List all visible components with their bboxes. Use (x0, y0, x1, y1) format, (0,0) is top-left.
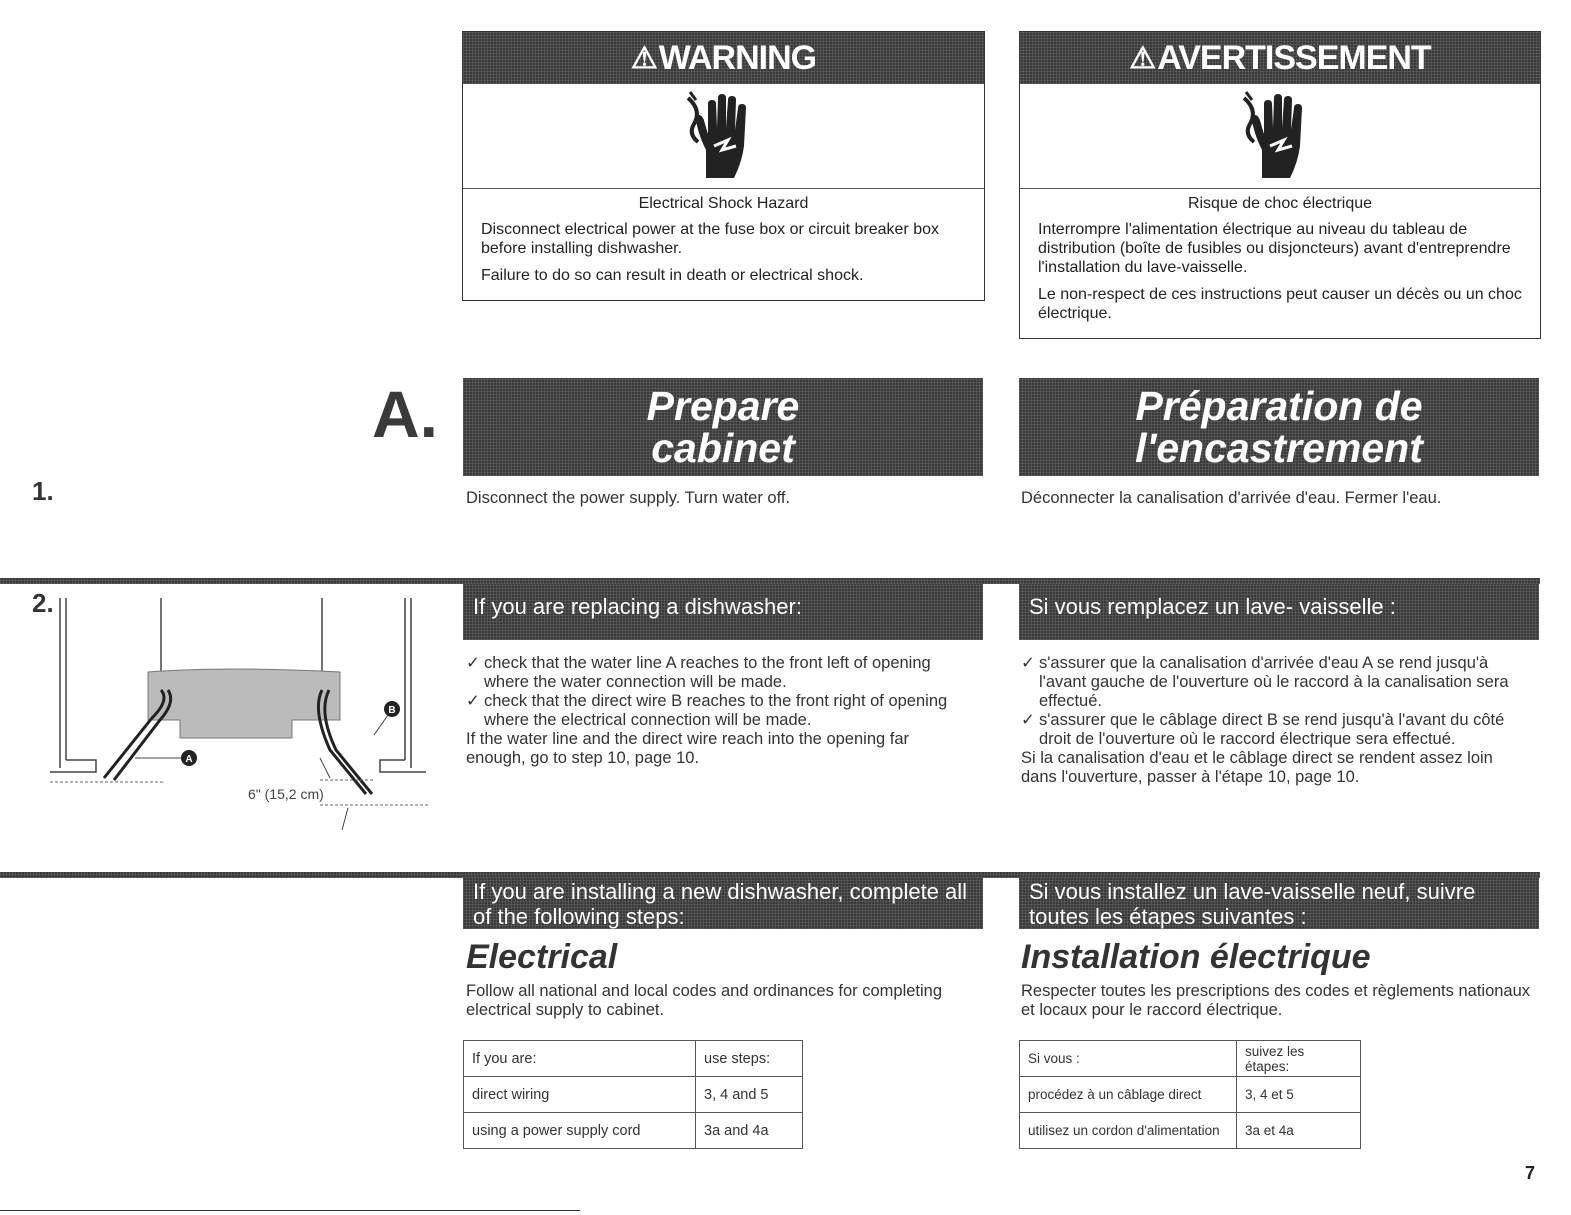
warning-triangle-icon: ⚠ (1129, 41, 1156, 75)
check-text: check that the direct wire B reaches to the front right of opening where the electrical connection will be made. (484, 692, 948, 729)
table-cell: 3, 4 and 5 (696, 1077, 803, 1113)
table-cell: procédez à un câblage direct (1020, 1077, 1237, 1113)
replace-list-fr (1021, 654, 1533, 787)
section-title-en: Prepare cabinet (646, 383, 800, 471)
section-title-fr: Préparation de l'encastrement (1135, 383, 1423, 471)
table-cell: using a power supply cord (464, 1113, 696, 1149)
section-banner-en (463, 378, 983, 476)
step-1-text-en: Disconnect the power supply. Turn water off. (466, 489, 791, 507)
electrical-body-en: Follow all national and local codes and ordinances for completing electrical supply to cabinet. (466, 982, 943, 1019)
check-item (466, 654, 966, 692)
check-text: check that the water line A reaches to the front left of opening where the water connection will be made. (484, 654, 931, 691)
warning-header-label: AVERTISSEMENT (1157, 38, 1431, 77)
table-cell: use steps: (696, 1041, 803, 1077)
table-row (464, 1077, 803, 1113)
check-text: s'assurer que la canalisation d'arrivée d'eau A se rend jusqu'à l'avant gauche de l'ouverture où le raccord à la canalisation sera effectué. (1039, 654, 1509, 710)
page-number: 7 (1525, 1163, 1536, 1183)
table-row (1020, 1113, 1361, 1149)
replace-banner-en: If you are replacing a dishwasher: (463, 584, 983, 640)
diagram-label-b: B (388, 705, 396, 716)
diagram-label-a: A (185, 754, 193, 765)
table-cell: utilisez un cordon d'alimentation (1020, 1113, 1237, 1149)
check-mark-icon: ✓ (466, 692, 480, 710)
shock-hand-icon (463, 84, 984, 189)
warning-line-2-en: Failure to do so can result in death or electrical shock. (481, 267, 864, 284)
table-row (464, 1113, 803, 1149)
table-row (1020, 1077, 1361, 1113)
warning-line-2-fr: Le non-respect de ces instructions peut causer un décès ou un choc électrique. (1038, 286, 1522, 322)
replace-note-fr: Si la canalisation d'eau et le câblage direct se rendent assez loin dans l'ouverture, passer à l'étape 10, page 10. (1021, 749, 1493, 786)
check-mark-icon: ✓ (466, 654, 480, 672)
opening-diagram (30, 590, 440, 840)
step-1-text-fr: Déconnecter la canalisation d'arrivée d'eau. Fermer l'eau. (1021, 489, 1442, 507)
warning-header-fr (1020, 32, 1540, 84)
table-cell: suivez les étapes: (1237, 1041, 1361, 1077)
warning-line-1-fr: Interrompre l'alimentation électrique au niveau du tableau de distribution (boîte de fusibles ou disjoncteurs) avant d'entreprendre l'installation du lave-vaisselle. (1038, 221, 1511, 276)
warning-title-fr: Risque de choc électrique (1187, 195, 1373, 212)
table-row (1020, 1041, 1361, 1077)
install-banner-fr: Si vous installez un lave-vaisselle neuf, suivre toutes les étapes suivantes : (1019, 877, 1539, 929)
electrical-body-fr: Respecter toutes les prescriptions des codes et règlements nationaux et locaux pour le raccord électrique. (1021, 982, 1531, 1019)
section-letter: A. (372, 377, 438, 451)
table-cell: If you are: (464, 1041, 696, 1077)
table-cell: 3a and 4a (696, 1113, 803, 1149)
replace-list-en (466, 654, 966, 768)
warning-header-en (463, 32, 984, 84)
step-1-number: 1. (32, 476, 54, 506)
table-cell: direct wiring (464, 1077, 696, 1113)
warning-title-en: Electrical Shock Hazard (638, 195, 809, 212)
warning-line-1-en: Disconnect electrical power at the fuse box or circuit breaker box before installing dishwasher. (481, 221, 939, 257)
check-item (1021, 654, 1533, 711)
electrical-heading-fr: Installation électrique (1021, 938, 1371, 976)
warning-header-label: WARNING (658, 38, 817, 77)
section-banner-fr (1019, 378, 1539, 476)
step-2-number: 2. (32, 588, 54, 618)
table-cell: Si vous : (1020, 1041, 1237, 1077)
check-item (466, 692, 966, 730)
electrical-heading-en: Electrical (466, 938, 618, 976)
warning-triangle-icon: ⚠ (630, 41, 657, 75)
check-mark-icon: ✓ (1021, 711, 1035, 729)
check-mark-icon: ✓ (1021, 654, 1035, 672)
table-cell: 3a et 4a (1237, 1113, 1361, 1149)
warning-box-fr (1019, 31, 1541, 339)
check-text: s'assurer que le câblage direct B se rend jusqu'à l'avant du côté droit de l'ouverture où le raccord électrique sera effectué. (1039, 711, 1505, 748)
diagram-dimension: 6" (15,2 cm) (248, 786, 324, 802)
steps-table-fr (1019, 1040, 1361, 1149)
check-item (1021, 711, 1533, 749)
footer-rule (0, 1210, 580, 1211)
shock-hand-icon (1020, 84, 1540, 189)
table-row (464, 1041, 803, 1077)
install-banner-en: If you are installing a new dishwasher, complete all of the following steps: (463, 877, 983, 929)
table-cell: 3, 4 et 5 (1237, 1077, 1361, 1113)
replace-note-en: If the water line and the direct wire reach into the opening far enough, go to step 10, page 10. (466, 730, 910, 767)
warning-box-en (462, 31, 985, 301)
replace-banner-fr: Si vous remplacez un lave- vaisselle : (1019, 584, 1539, 640)
steps-table-en (463, 1040, 803, 1149)
